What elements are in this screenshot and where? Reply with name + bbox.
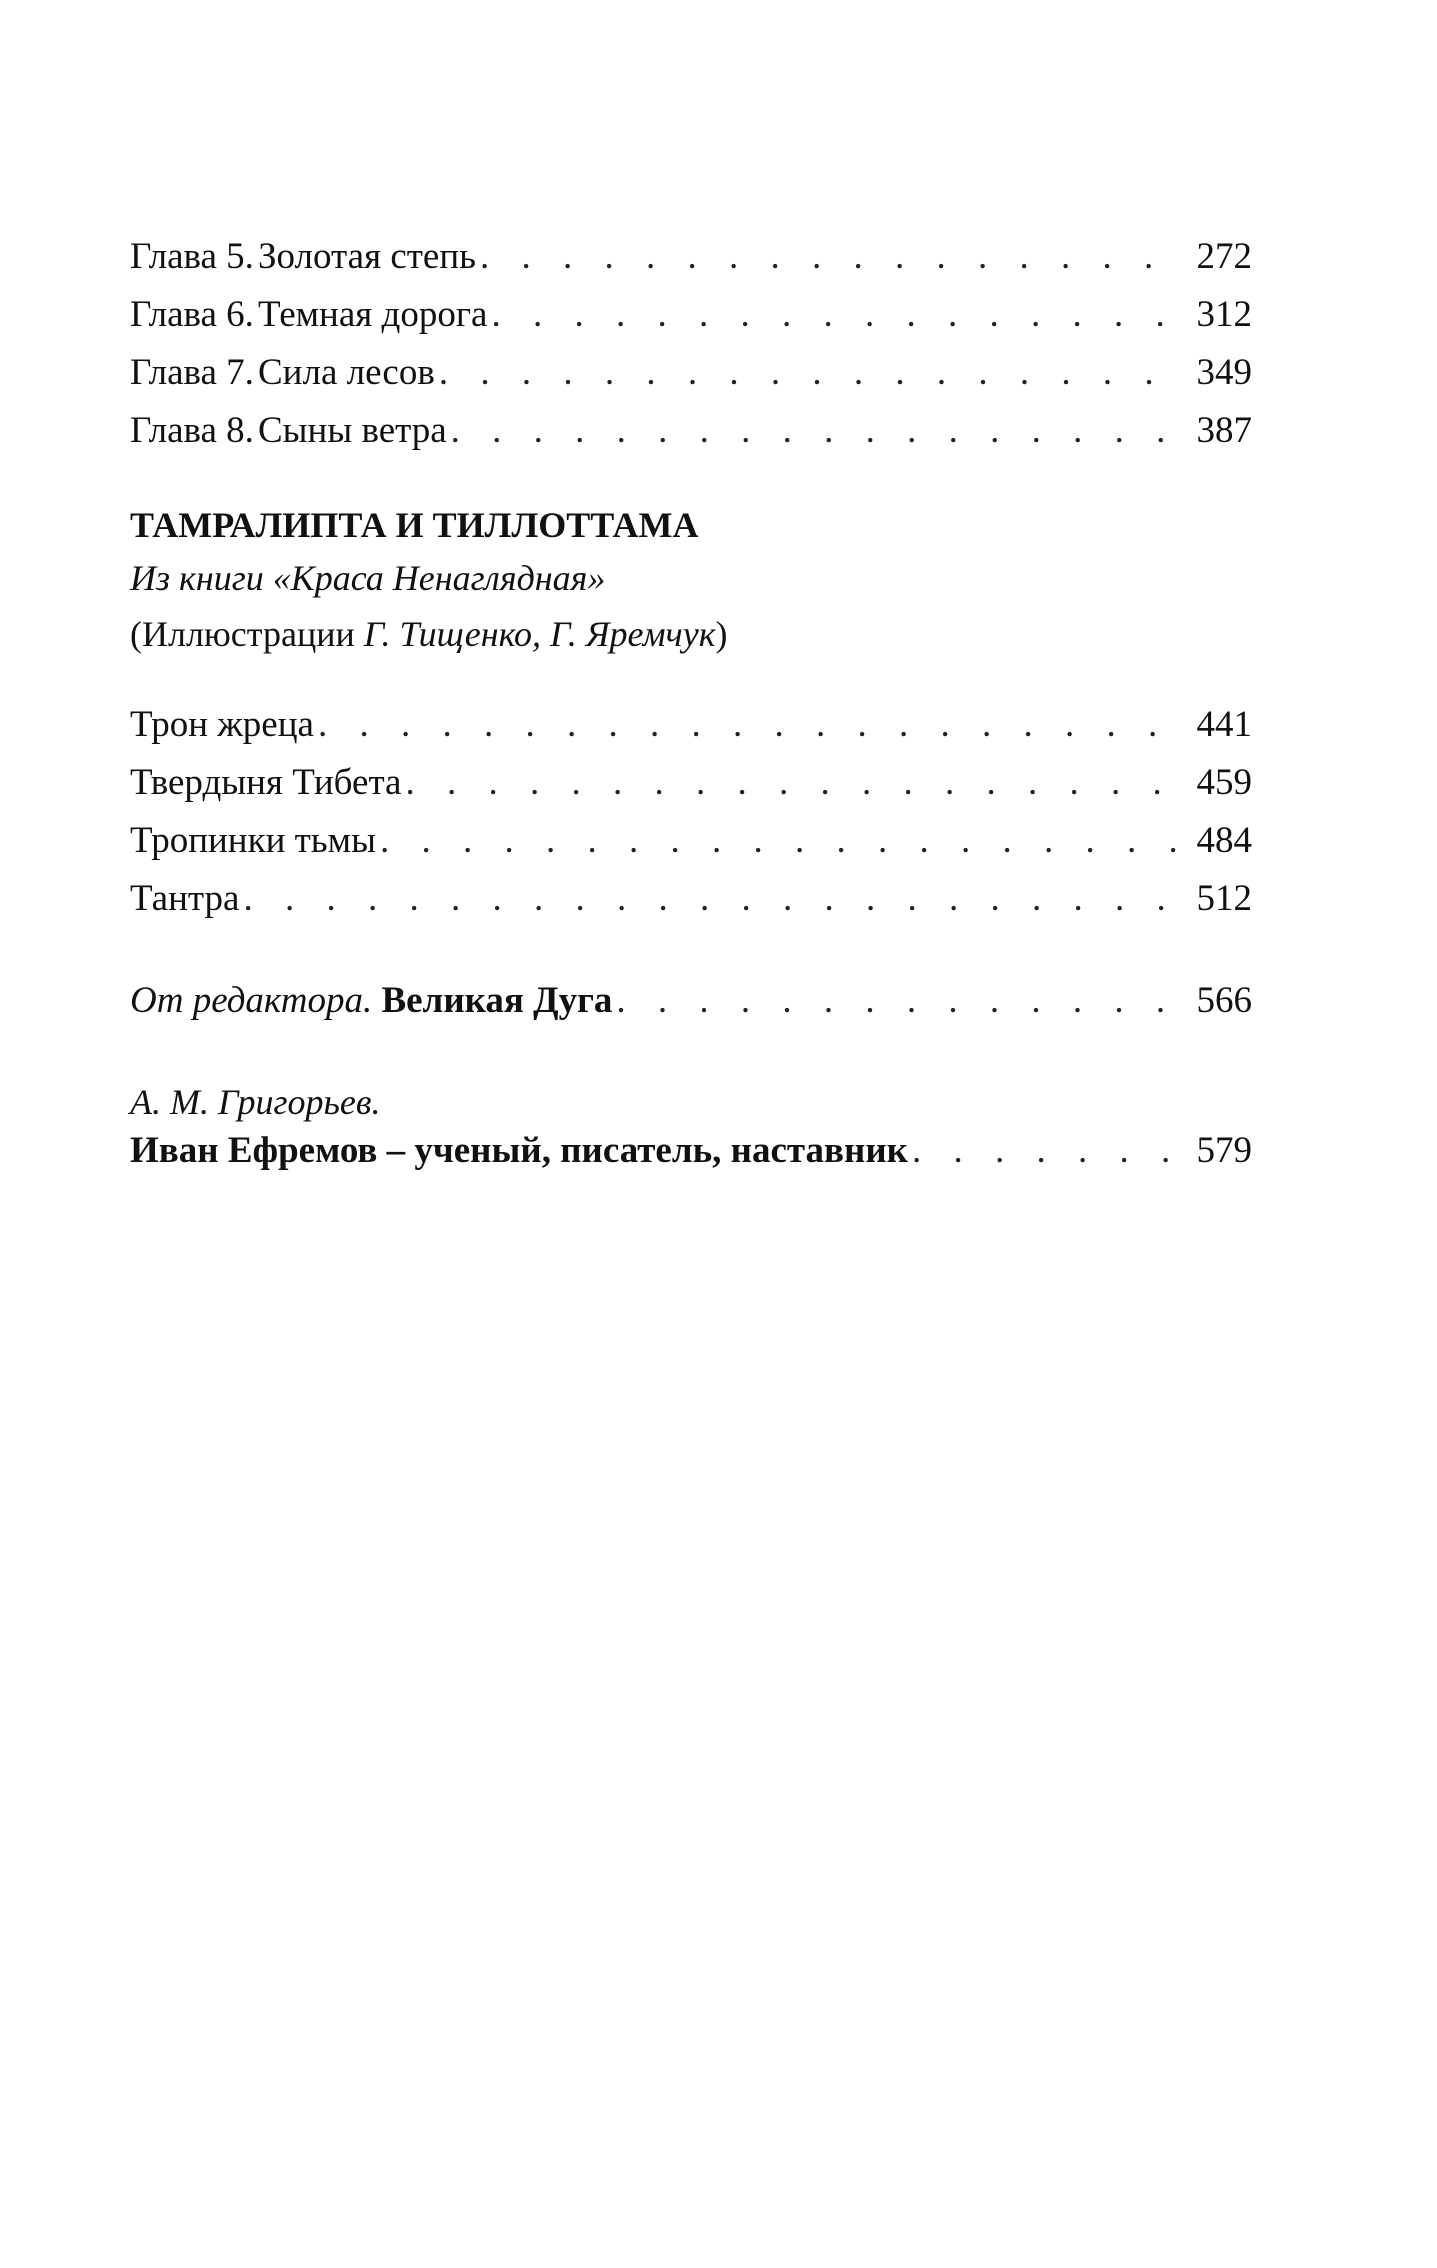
toc-entry-title <box>130 286 487 344</box>
page-number: 349 <box>1196 352 1252 393</box>
toc-entry-chapter-5 <box>130 228 1252 286</box>
section-illustrations <box>130 606 1252 662</box>
toc-entry-title: Иван Ефремов – ученый, писатель, наставник <box>130 1130 908 1171</box>
dot-leader <box>405 754 1188 812</box>
page-number: 512 <box>1196 878 1252 919</box>
toc-entry-title: Тропинки тьмы <box>130 820 376 861</box>
chapter-title: Темная дорога <box>258 294 488 335</box>
spacer <box>130 1030 1252 1078</box>
toc-entry-chapter-8 <box>130 402 1252 460</box>
toc-entry-title: Тантра <box>130 878 240 919</box>
toc-entry-title <box>130 228 476 286</box>
chapter-title: Сыны ветра <box>258 410 447 451</box>
illustrations-prefix: (Иллюстрации <box>130 614 364 654</box>
dot-leader <box>380 812 1188 870</box>
page-number: 312 <box>1196 294 1252 335</box>
editor-prefix: От редактора. <box>130 980 373 1021</box>
toc-entry-story-4 <box>130 870 1252 928</box>
toc-entry-afterword <box>130 1126 1252 1176</box>
page-number: 579 <box>1196 1130 1252 1171</box>
afterword-author: А. М. Григорьев. <box>130 1082 381 1122</box>
toc-entry-title <box>130 344 435 402</box>
dot-leader <box>243 870 1188 928</box>
table-of-contents <box>130 228 1252 1176</box>
dot-leader <box>439 344 1188 402</box>
toc-entry-story-2 <box>130 754 1252 812</box>
chapter-label: Глава 5. <box>130 236 254 277</box>
page-number: 441 <box>1196 704 1252 745</box>
page-number: 272 <box>1196 236 1252 277</box>
page-number: 484 <box>1196 820 1252 861</box>
page-number: 387 <box>1196 410 1252 451</box>
chapter-label: Глава 6. <box>130 294 254 335</box>
chapter-label: Глава 7. <box>130 352 254 393</box>
toc-entry-title <box>130 402 447 460</box>
section-source: Из книги «Краса Ненаглядная» <box>130 558 606 598</box>
editor-title: Великая Дуга <box>381 980 613 1021</box>
dot-leader <box>912 1126 1188 1176</box>
dot-leader <box>480 228 1188 286</box>
toc-entry-title: Твердыня Тибета <box>130 762 402 803</box>
toc-entry-title: Трон жреца <box>130 704 314 745</box>
illustrators: Г. Тищенко, Г. Яремчук <box>363 614 716 654</box>
chapter-title: Золотая степь <box>258 236 477 277</box>
toc-entry-chapter-6 <box>130 286 1252 344</box>
chapter-title: Сила лесов <box>258 352 435 393</box>
toc-entry-title <box>130 972 612 1030</box>
toc-entry-story-1 <box>130 696 1252 754</box>
dot-leader <box>616 972 1188 1030</box>
toc-entry-story-3 <box>130 812 1252 870</box>
dot-leader <box>318 696 1188 754</box>
page-number: 566 <box>1196 980 1252 1021</box>
spacer <box>130 928 1252 972</box>
toc-entry-chapter-7 <box>130 344 1252 402</box>
illustrations-suffix: ) <box>715 614 728 654</box>
dot-leader <box>451 402 1188 460</box>
toc-entry-editor <box>130 972 1252 1030</box>
page-number: 459 <box>1196 762 1252 803</box>
chapter-label: Глава 8. <box>130 410 254 451</box>
section-heading: ТАМРАЛИПТА И ТИЛЛОТТАМА <box>130 505 699 545</box>
spacer <box>130 662 1252 696</box>
dot-leader <box>491 286 1188 344</box>
